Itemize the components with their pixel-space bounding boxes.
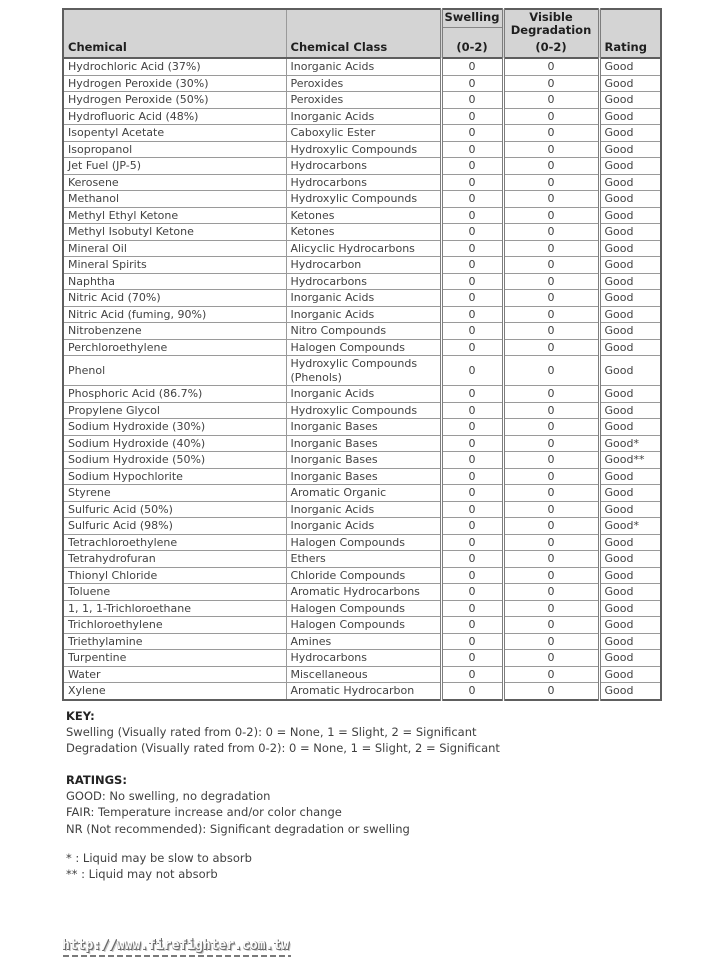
cell-rating: Good bbox=[599, 323, 661, 340]
cell-chemical-class: Inorganic Acids bbox=[286, 306, 441, 323]
ratings-line: FAIR: Temperature increase and/or color change bbox=[66, 805, 342, 820]
cell-degradation: 0 bbox=[503, 339, 599, 356]
cell-swelling: 0 bbox=[441, 290, 503, 307]
cell-rating: Good bbox=[599, 567, 661, 584]
cell-rating: Good bbox=[599, 158, 661, 175]
cell-degradation: 0 bbox=[503, 452, 599, 469]
table-row bbox=[63, 240, 661, 257]
cell-chemical: Sulfuric Acid (98%) bbox=[63, 518, 286, 535]
cell-chemical-class: Hydroxylic Compounds bbox=[286, 141, 441, 158]
cell-degradation: 0 bbox=[503, 75, 599, 92]
cell-chemical: Perchloroethylene bbox=[63, 339, 286, 356]
footnote-line: ** : Liquid may not absorb bbox=[66, 867, 218, 882]
cell-rating: Good bbox=[599, 386, 661, 403]
cell-degradation: 0 bbox=[503, 191, 599, 208]
cell-degradation: 0 bbox=[503, 600, 599, 617]
key-lines bbox=[66, 724, 500, 756]
cell-rating: Good bbox=[599, 600, 661, 617]
table-row bbox=[63, 339, 661, 356]
table-row bbox=[63, 633, 661, 650]
cell-chemical: Isopentyl Acetate bbox=[63, 125, 286, 142]
cell-degradation: 0 bbox=[503, 419, 599, 436]
cell-degradation: 0 bbox=[503, 683, 599, 700]
cell-rating: Good bbox=[599, 485, 661, 502]
key-section bbox=[66, 708, 500, 757]
cell-chemical: Sodium Hydroxide (30%) bbox=[63, 419, 286, 436]
cell-swelling: 0 bbox=[441, 158, 503, 175]
visible-degradation-scale-label: (0-2) bbox=[535, 39, 567, 54]
cell-chemical-class: Caboxylic Ester bbox=[286, 125, 441, 142]
cell-rating: Good bbox=[599, 402, 661, 419]
cell-rating: Good bbox=[599, 534, 661, 551]
cell-chemical: Kerosene bbox=[63, 174, 286, 191]
cell-degradation: 0 bbox=[503, 468, 599, 485]
cell-degradation: 0 bbox=[503, 518, 599, 535]
cell-swelling: 0 bbox=[441, 323, 503, 340]
table-row bbox=[63, 683, 661, 700]
cell-chemical-class: Hydrocarbons bbox=[286, 158, 441, 175]
table-row bbox=[63, 534, 661, 551]
cell-chemical-class: Hydroxylic Compounds bbox=[286, 191, 441, 208]
cell-chemical: Tetrachloroethylene bbox=[63, 534, 286, 551]
cell-chemical-class: Aromatic Hydrocarbons bbox=[286, 584, 441, 601]
cell-swelling: 0 bbox=[441, 650, 503, 667]
cell-rating: Good** bbox=[599, 452, 661, 469]
cell-rating: Good bbox=[599, 191, 661, 208]
cell-degradation: 0 bbox=[503, 158, 599, 175]
cell-swelling: 0 bbox=[441, 306, 503, 323]
chemical-resistance-table bbox=[62, 8, 662, 701]
cell-rating: Good bbox=[599, 339, 661, 356]
cell-rating: Good bbox=[599, 551, 661, 568]
ratings-lines bbox=[66, 788, 410, 837]
cell-degradation: 0 bbox=[503, 501, 599, 518]
cell-degradation: 0 bbox=[503, 534, 599, 551]
cell-chemical-class: Chloride Compounds bbox=[286, 567, 441, 584]
table-row bbox=[63, 306, 661, 323]
table-row bbox=[63, 584, 661, 601]
table-row bbox=[63, 551, 661, 568]
cell-rating: Good bbox=[599, 290, 661, 307]
key-heading: KEY: bbox=[66, 709, 95, 723]
cell-rating: Good* bbox=[599, 435, 661, 452]
cell-rating: Good bbox=[599, 207, 661, 224]
table-row bbox=[63, 468, 661, 485]
table-row bbox=[63, 125, 661, 142]
key-line: Swelling (Visually rated from 0-2): 0 = None, 1 = Slight, 2 = Significant bbox=[66, 725, 477, 740]
table-row bbox=[63, 75, 661, 92]
cell-swelling: 0 bbox=[441, 584, 503, 601]
cell-chemical: Triethylamine bbox=[63, 633, 286, 650]
cell-swelling: 0 bbox=[441, 125, 503, 142]
cell-swelling: 0 bbox=[441, 207, 503, 224]
cell-rating: Good bbox=[599, 666, 661, 683]
cell-chemical: Mineral Oil bbox=[63, 240, 286, 257]
cell-degradation: 0 bbox=[503, 435, 599, 452]
cell-chemical: Sodium Hydroxide (40%) bbox=[63, 435, 286, 452]
cell-degradation: 0 bbox=[503, 207, 599, 224]
cell-chemical-class: Ketones bbox=[286, 224, 441, 241]
cell-chemical: Methanol bbox=[63, 191, 286, 208]
table-row bbox=[63, 567, 661, 584]
table-row bbox=[63, 600, 661, 617]
table-row bbox=[63, 617, 661, 634]
key-line: Degradation (Visually rated from 0-2): 0 = None, 1 = Slight, 2 = Significant bbox=[66, 741, 500, 756]
cell-swelling: 0 bbox=[441, 402, 503, 419]
table-row bbox=[63, 356, 661, 386]
cell-swelling: 0 bbox=[441, 501, 503, 518]
cell-chemical-class: Aromatic Hydrocarbon bbox=[286, 683, 441, 700]
table-row bbox=[63, 257, 661, 274]
table-row bbox=[63, 485, 661, 502]
cell-chemical-class: Peroxides bbox=[286, 75, 441, 92]
cell-degradation: 0 bbox=[503, 108, 599, 125]
column-header-rating: Rating bbox=[599, 9, 661, 58]
cell-rating: Good bbox=[599, 633, 661, 650]
cell-degradation: 0 bbox=[503, 92, 599, 109]
cell-rating: Good bbox=[599, 58, 661, 75]
cell-rating: Good bbox=[599, 306, 661, 323]
table-row bbox=[63, 419, 661, 436]
cell-degradation: 0 bbox=[503, 125, 599, 142]
cell-degradation: 0 bbox=[503, 485, 599, 502]
cell-rating: Good bbox=[599, 92, 661, 109]
cell-swelling: 0 bbox=[441, 273, 503, 290]
cell-chemical: Hydrogen Peroxide (50%) bbox=[63, 92, 286, 109]
cell-swelling: 0 bbox=[441, 108, 503, 125]
cell-swelling: 0 bbox=[441, 141, 503, 158]
cell-chemical-class: Miscellaneous bbox=[286, 666, 441, 683]
cell-chemical-class: Ketones bbox=[286, 207, 441, 224]
cell-chemical-class: Hydroxylic Compounds (Phenols) bbox=[286, 356, 441, 386]
cell-degradation: 0 bbox=[503, 257, 599, 274]
ratings-line: NR (Not recommended): Significant degradation or swelling bbox=[66, 821, 410, 836]
cell-rating: Good bbox=[599, 273, 661, 290]
cell-chemical-class: Hydrocarbon bbox=[286, 257, 441, 274]
column-header-visible-degradation bbox=[503, 9, 599, 58]
cell-swelling: 0 bbox=[441, 666, 503, 683]
cell-rating: Good bbox=[599, 617, 661, 634]
cell-chemical: Sodium Hypochlorite bbox=[63, 468, 286, 485]
cell-rating: Good bbox=[599, 468, 661, 485]
cell-rating: Good bbox=[599, 419, 661, 436]
cell-swelling: 0 bbox=[441, 257, 503, 274]
cell-chemical: Hydrogen Peroxide (30%) bbox=[63, 75, 286, 92]
cell-rating: Good bbox=[599, 257, 661, 274]
cell-swelling: 0 bbox=[441, 174, 503, 191]
footnotes-section bbox=[66, 850, 252, 882]
cell-chemical-class: Hydrocarbons bbox=[286, 273, 441, 290]
table-row bbox=[63, 452, 661, 469]
cell-degradation: 0 bbox=[503, 273, 599, 290]
cell-chemical-class: Halogen Compounds bbox=[286, 617, 441, 634]
footnote-lines bbox=[66, 850, 252, 882]
cell-swelling: 0 bbox=[441, 356, 503, 386]
cell-degradation: 0 bbox=[503, 58, 599, 75]
cell-chemical: Nitrobenzene bbox=[63, 323, 286, 340]
cell-degradation: 0 bbox=[503, 323, 599, 340]
table-row bbox=[63, 435, 661, 452]
visible-degradation-header-label: Visible Degradation bbox=[510, 10, 592, 37]
cell-chemical-class: Amines bbox=[286, 633, 441, 650]
table-row bbox=[63, 501, 661, 518]
cell-degradation: 0 bbox=[503, 666, 599, 683]
cell-swelling: 0 bbox=[441, 600, 503, 617]
swelling-header-label: Swelling bbox=[443, 10, 502, 28]
table-row bbox=[63, 224, 661, 241]
cell-chemical: Propylene Glycol bbox=[63, 402, 286, 419]
cell-chemical: Water bbox=[63, 666, 286, 683]
table-row bbox=[63, 141, 661, 158]
cell-degradation: 0 bbox=[503, 240, 599, 257]
cell-rating: Good bbox=[599, 650, 661, 667]
cell-swelling: 0 bbox=[441, 518, 503, 535]
cell-chemical: Toluene bbox=[63, 584, 286, 601]
table-row bbox=[63, 402, 661, 419]
cell-degradation: 0 bbox=[503, 551, 599, 568]
cell-chemical: Styrene bbox=[63, 485, 286, 502]
ratings-line: GOOD: No swelling, no degradation bbox=[66, 789, 271, 804]
cell-rating: Good bbox=[599, 108, 661, 125]
cell-chemical-class: Hydrocarbons bbox=[286, 650, 441, 667]
cell-chemical-class: Ethers bbox=[286, 551, 441, 568]
cell-chemical: Turpentine bbox=[63, 650, 286, 667]
table-row bbox=[63, 191, 661, 208]
cell-chemical: Phosphoric Acid (86.7%) bbox=[63, 386, 286, 403]
table-row bbox=[63, 290, 661, 307]
cell-swelling: 0 bbox=[441, 224, 503, 241]
cell-chemical: Hydrofluoric Acid (48%) bbox=[63, 108, 286, 125]
cell-swelling: 0 bbox=[441, 191, 503, 208]
cell-swelling: 0 bbox=[441, 468, 503, 485]
cell-swelling: 0 bbox=[441, 567, 503, 584]
cell-rating: Good bbox=[599, 501, 661, 518]
cell-chemical-class: Inorganic Acids bbox=[286, 108, 441, 125]
cell-degradation: 0 bbox=[503, 141, 599, 158]
cell-chemical-class: Inorganic Acids bbox=[286, 518, 441, 535]
cell-swelling: 0 bbox=[441, 683, 503, 700]
cell-chemical: Tetrahydrofuran bbox=[63, 551, 286, 568]
cell-chemical-class: Inorganic Acids bbox=[286, 501, 441, 518]
cell-degradation: 0 bbox=[503, 633, 599, 650]
cell-swelling: 0 bbox=[441, 75, 503, 92]
cell-chemical-class: Aromatic Organic bbox=[286, 485, 441, 502]
cell-chemical: Jet Fuel (JP-5) bbox=[63, 158, 286, 175]
cell-chemical-class: Nitro Compounds bbox=[286, 323, 441, 340]
cell-degradation: 0 bbox=[503, 356, 599, 386]
cell-degradation: 0 bbox=[503, 402, 599, 419]
cell-chemical: Mineral Spirits bbox=[63, 257, 286, 274]
cell-swelling: 0 bbox=[441, 633, 503, 650]
table-row bbox=[63, 92, 661, 109]
cell-swelling: 0 bbox=[441, 339, 503, 356]
cell-degradation: 0 bbox=[503, 290, 599, 307]
table-row bbox=[63, 174, 661, 191]
cell-rating: Good* bbox=[599, 518, 661, 535]
cell-chemical-class: Inorganic Acids bbox=[286, 290, 441, 307]
table-row bbox=[63, 386, 661, 403]
cell-degradation: 0 bbox=[503, 617, 599, 634]
watermark-url: http://www.firefighter.com.tw bbox=[62, 938, 289, 953]
table-header-row bbox=[63, 9, 661, 58]
cell-swelling: 0 bbox=[441, 551, 503, 568]
cell-degradation: 0 bbox=[503, 306, 599, 323]
column-header-swelling bbox=[441, 9, 503, 58]
cell-chemical-class: Alicyclic Hydrocarbons bbox=[286, 240, 441, 257]
cell-chemical-class: Inorganic Bases bbox=[286, 468, 441, 485]
cell-swelling: 0 bbox=[441, 240, 503, 257]
cell-chemical: Nitric Acid (70%) bbox=[63, 290, 286, 307]
cell-degradation: 0 bbox=[503, 224, 599, 241]
cell-rating: Good bbox=[599, 125, 661, 142]
cell-chemical: Hydrochloric Acid (37%) bbox=[63, 58, 286, 75]
table-row bbox=[63, 58, 661, 75]
cell-chemical-class: Hydroxylic Compounds bbox=[286, 402, 441, 419]
cell-chemical: Nitric Acid (fuming, 90%) bbox=[63, 306, 286, 323]
table-row bbox=[63, 666, 661, 683]
cell-chemical-class: Inorganic Acids bbox=[286, 386, 441, 403]
ratings-section bbox=[66, 772, 410, 837]
cell-chemical: Methyl Ethyl Ketone bbox=[63, 207, 286, 224]
table-row bbox=[63, 323, 661, 340]
cell-chemical: Thionyl Chloride bbox=[63, 567, 286, 584]
cell-swelling: 0 bbox=[441, 58, 503, 75]
table-row bbox=[63, 108, 661, 125]
cell-swelling: 0 bbox=[441, 435, 503, 452]
cell-degradation: 0 bbox=[503, 386, 599, 403]
cell-chemical-class: Halogen Compounds bbox=[286, 339, 441, 356]
cell-swelling: 0 bbox=[441, 485, 503, 502]
cell-chemical: Methyl Isobutyl Ketone bbox=[63, 224, 286, 241]
cell-chemical: Phenol bbox=[63, 356, 286, 386]
cell-rating: Good bbox=[599, 141, 661, 158]
cell-rating: Good bbox=[599, 174, 661, 191]
cell-degradation: 0 bbox=[503, 174, 599, 191]
cell-swelling: 0 bbox=[441, 386, 503, 403]
cell-chemical-class: Inorganic Bases bbox=[286, 419, 441, 436]
cell-rating: Good bbox=[599, 683, 661, 700]
cell-chemical-class: Inorganic Bases bbox=[286, 452, 441, 469]
cell-chemical: Sulfuric Acid (50%) bbox=[63, 501, 286, 518]
cell-swelling: 0 bbox=[441, 92, 503, 109]
cell-rating: Good bbox=[599, 224, 661, 241]
cell-chemical: Naphtha bbox=[63, 273, 286, 290]
cell-degradation: 0 bbox=[503, 650, 599, 667]
table-row bbox=[63, 273, 661, 290]
column-header-chemical-class: Chemical Class bbox=[286, 9, 441, 58]
cell-chemical: Trichloroethylene bbox=[63, 617, 286, 634]
cell-chemical-class: Halogen Compounds bbox=[286, 600, 441, 617]
cell-swelling: 0 bbox=[441, 419, 503, 436]
table-row bbox=[63, 158, 661, 175]
cell-chemical-class: Halogen Compounds bbox=[286, 534, 441, 551]
table-body bbox=[63, 58, 661, 700]
cell-swelling: 0 bbox=[441, 534, 503, 551]
cell-chemical: Sodium Hydroxide (50%) bbox=[63, 452, 286, 469]
ratings-heading: RATINGS: bbox=[66, 773, 127, 787]
cell-chemical-class: Inorganic Acids bbox=[286, 58, 441, 75]
table-row bbox=[63, 650, 661, 667]
table-row bbox=[63, 518, 661, 535]
cell-rating: Good bbox=[599, 240, 661, 257]
cell-chemical: Xylene bbox=[63, 683, 286, 700]
cell-chemical-class: Peroxides bbox=[286, 92, 441, 109]
cell-rating: Good bbox=[599, 584, 661, 601]
cell-rating: Good bbox=[599, 356, 661, 386]
swelling-scale-label: (0-2) bbox=[456, 39, 488, 54]
cell-degradation: 0 bbox=[503, 567, 599, 584]
cell-rating: Good bbox=[599, 75, 661, 92]
cell-chemical-class: Inorganic Bases bbox=[286, 435, 441, 452]
cell-chemical-class: Hydrocarbons bbox=[286, 174, 441, 191]
cell-chemical: 1, 1, 1-Trichloroethane bbox=[63, 600, 286, 617]
watermark-underline bbox=[63, 955, 291, 957]
footnote-line: * : Liquid may be slow to absorb bbox=[66, 851, 252, 865]
cell-swelling: 0 bbox=[441, 452, 503, 469]
cell-degradation: 0 bbox=[503, 584, 599, 601]
cell-swelling: 0 bbox=[441, 617, 503, 634]
chemical-resistance-table-wrap bbox=[62, 8, 662, 701]
cell-chemical: Isopropanol bbox=[63, 141, 286, 158]
table-row bbox=[63, 207, 661, 224]
column-header-chemical: Chemical bbox=[63, 9, 286, 58]
